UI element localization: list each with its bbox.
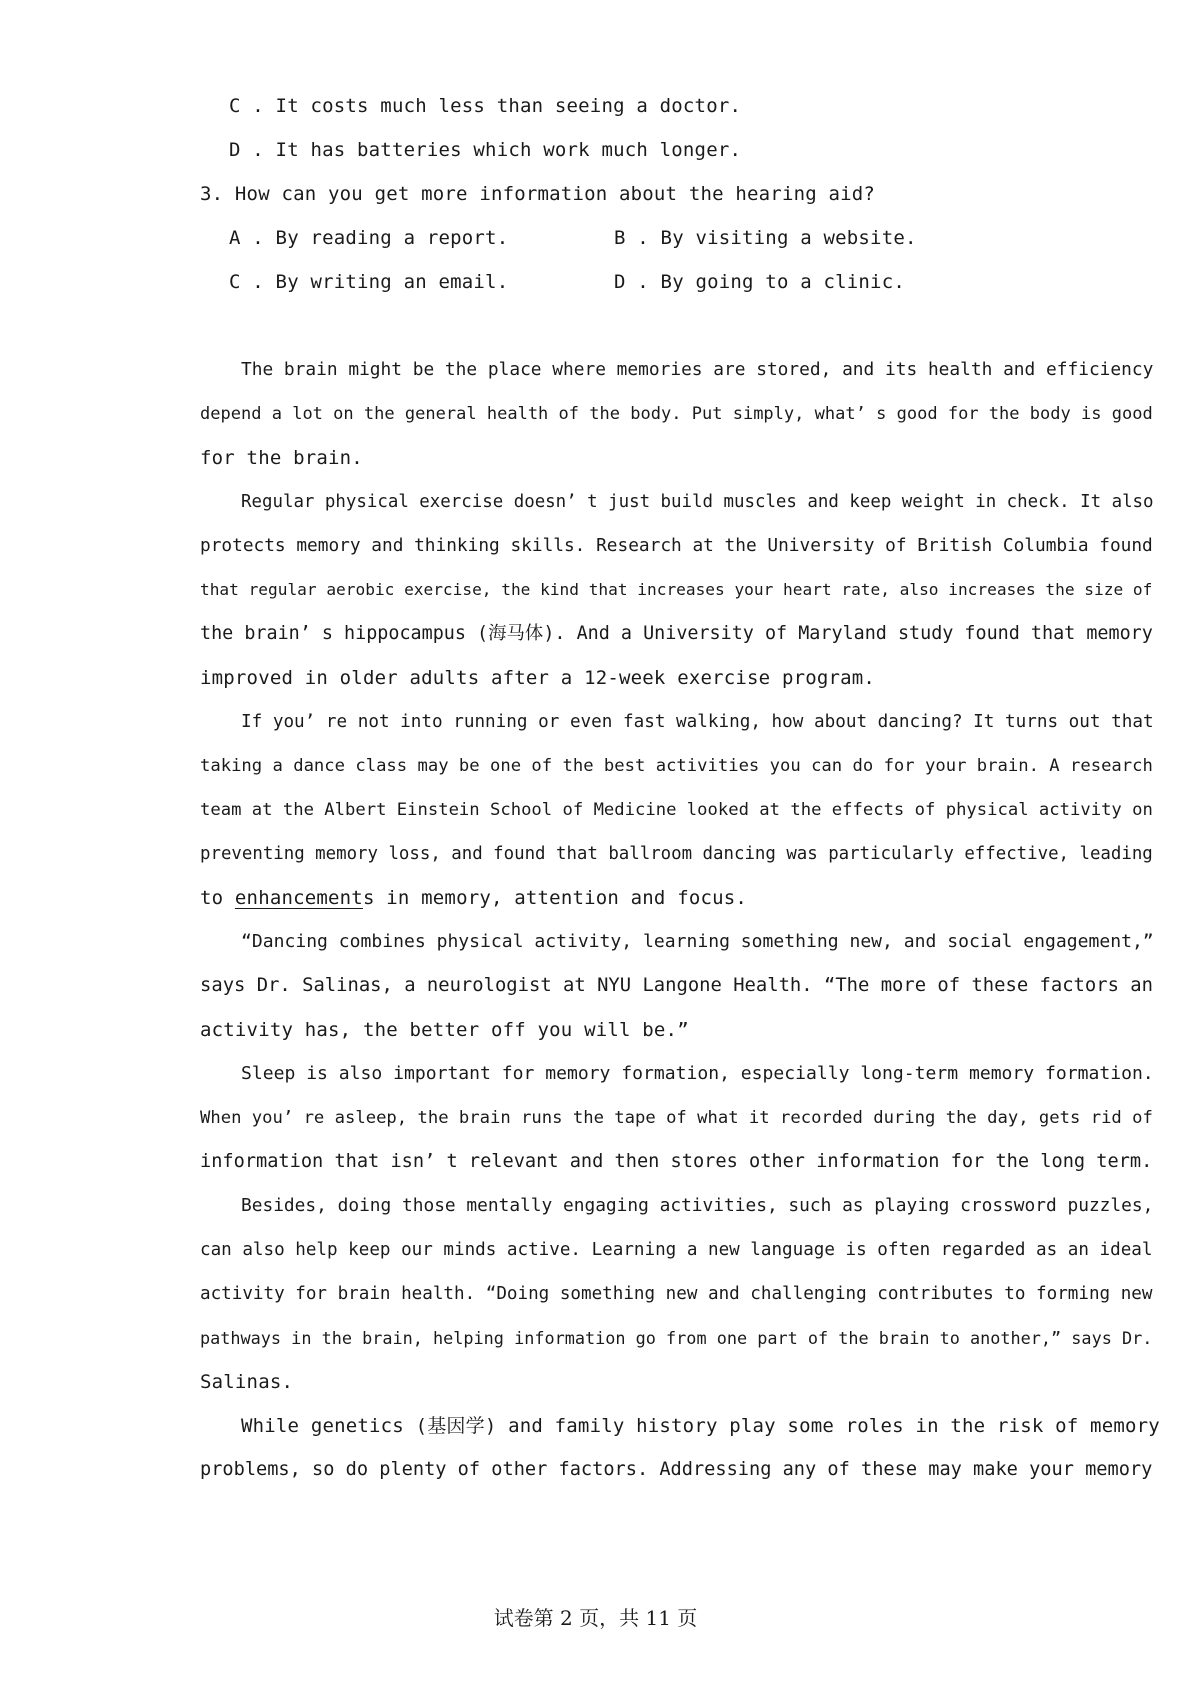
- option-d-prev: D . It has batteries which work much longer.: [229, 139, 742, 161]
- passage-line: Regular physical exercise doesn’ t just build muscles and keep weight in check. It also: [241, 492, 1154, 512]
- passage-line: protects memory and thinking skills. Research at the University of British Columbia found: [200, 535, 1153, 556]
- passage-line: Sleep is also important for memory formation, especially long-term memory formation.: [241, 1063, 1154, 1084]
- passage-line: team at the Albert Einstein School of Medicine looked at the effects of physical activity on: [200, 800, 1153, 820]
- passage-line-underlined: [200, 886, 747, 910]
- passage-text: s in memory, attention and focus.: [362, 887, 748, 909]
- passage-line: The brain might be the place where memories are stored, and its health and efficiency: [241, 359, 1154, 380]
- page-footer: 试卷第 2 页，共 11 页: [493, 1606, 698, 1630]
- passage-line: Salinas.: [200, 1371, 294, 1393]
- passage-line: information that isn’ t relevant and then stores other information for the long term.: [200, 1151, 1153, 1172]
- passage-line: While genetics (基因学) and family history play some roles in the risk of memory: [241, 1415, 1160, 1437]
- passage-line: “Dancing combines physical activity, learning something new, and social engagement,”: [241, 931, 1154, 952]
- question-3-option-b: B . By visiting a website.: [614, 227, 917, 249]
- passage-line: Besides, doing those mentally engaging activities, such as playing crossword puzzles,: [241, 1195, 1154, 1216]
- passage-line: If you’ re not into running or even fast walking, how about dancing? It turns out that: [241, 712, 1154, 732]
- passage-line: preventing memory loss, and found that ballroom dancing was particularly effective, leading: [200, 844, 1153, 864]
- passage-line: taking a dance class may be one of the best activities you can do for your brain. A research: [200, 756, 1153, 776]
- passage-line: says Dr. Salinas, a neurologist at NYU Langone Health. “The more of these factors an: [200, 975, 1153, 996]
- passage-text: to: [200, 887, 235, 909]
- passage-line: When you’ re asleep, the brain runs the tape of what it recorded during the day, gets rid of: [200, 1108, 1153, 1128]
- passage-line: activity for brain health. “Doing something new and challenging contributes to forming new: [200, 1284, 1153, 1304]
- question-3-stem: 3. How can you get more information about the hearing aid?: [200, 183, 876, 205]
- passage-line: pathways in the brain, helping information go from one part of the brain to another,” says Dr.: [200, 1328, 1153, 1348]
- question-3-option-c: C . By writing an email.: [229, 271, 509, 293]
- passage-line: for the brain.: [200, 447, 363, 469]
- passage-line: activity has, the better off you will be.”: [200, 1019, 689, 1041]
- passage-line: problems, so do plenty of other factors. Addressing any of these may make your memory: [200, 1459, 1153, 1480]
- question-3-option-d: D . By going to a clinic.: [614, 271, 905, 293]
- option-c-prev: C . It costs much less than seeing a doctor.: [229, 95, 742, 117]
- passage-line: depend a lot on the general health of the body. Put simply, what’ s good for the body is good: [200, 404, 1153, 424]
- passage-line: that regular aerobic exercise, the kind that increases your heart rate, also increases the size of: [200, 580, 1153, 599]
- passage-line: the brain’ s hippocampus (海马体). And a University of Maryland study found that memory: [200, 623, 1153, 644]
- passage-line: can also help keep our minds active. Learning a new language is often regarded as an ideal: [200, 1240, 1153, 1260]
- question-3-option-a: A . By reading a report.: [229, 227, 509, 249]
- passage-line: improved in older adults after a 12-week exercise program.: [200, 667, 876, 689]
- underlined-word-enhancement: enhancement: [234, 887, 363, 909]
